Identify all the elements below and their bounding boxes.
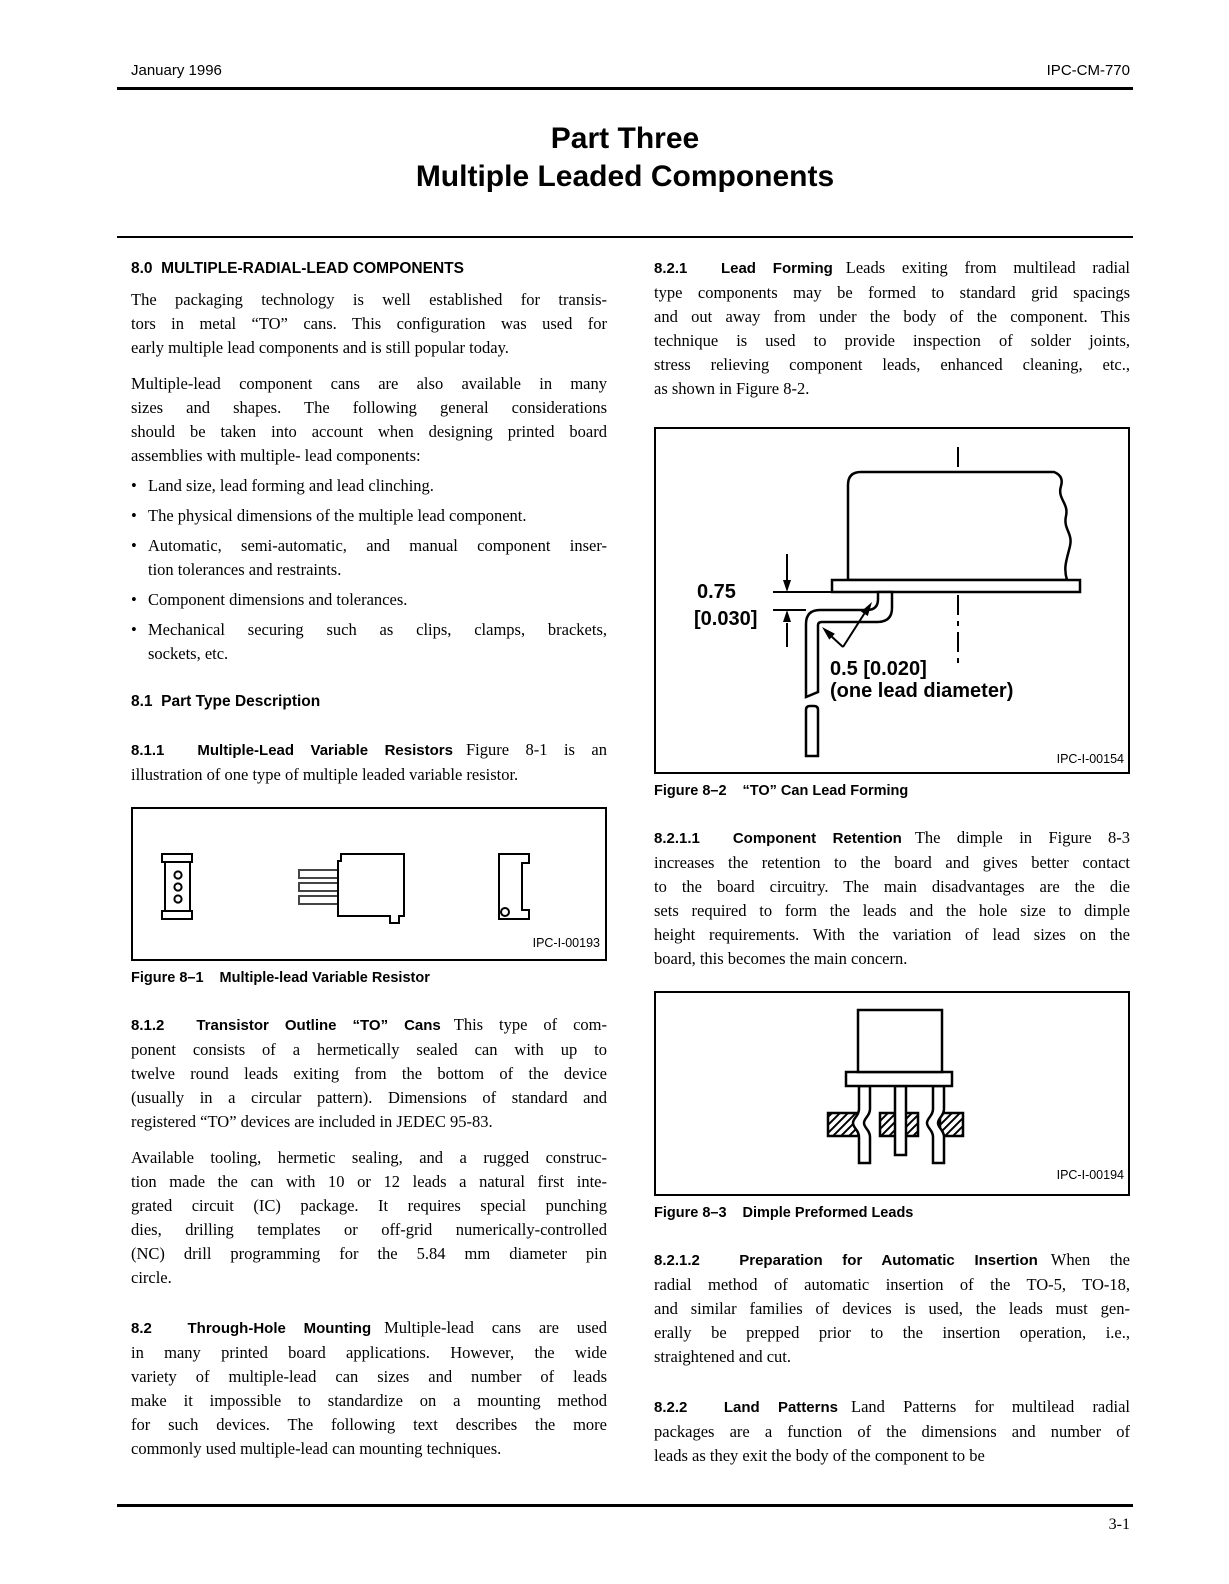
can-flange bbox=[846, 1072, 952, 1086]
title-rule bbox=[117, 236, 1133, 238]
text-line: sets required to form the leads and the hole size to dimple bbox=[654, 901, 1130, 920]
figure-8-1-caption bbox=[131, 969, 607, 987]
bullet-icon: • bbox=[131, 476, 137, 495]
text-line: commonly used multiple-lead can mounting techniques. bbox=[131, 1439, 502, 1458]
inline-section-heading: 8.2.1.1 Component Retention bbox=[654, 830, 902, 847]
text-line: to the board circuitry. The main disadvantages are the die bbox=[654, 877, 1130, 896]
dimension-0030: [0.030] bbox=[694, 608, 758, 630]
center-lead bbox=[895, 1086, 906, 1155]
inline-section-heading: 8.2.2 Land Patterns bbox=[654, 1399, 838, 1416]
text-line: height requirements. With the variation of lead sizes on the bbox=[654, 925, 1130, 944]
lead-lower-segment bbox=[806, 706, 818, 756]
header-rule bbox=[117, 87, 1133, 90]
text-line: tors in metal “TO” cans. This configuration was used for bbox=[131, 314, 607, 333]
text-line: packages are a function of the dimensions and number of bbox=[654, 1422, 1130, 1441]
text-line: and out away from under the body of the component. This bbox=[654, 307, 1130, 326]
figure-8-2-label: IPC-I-00154 bbox=[1056, 752, 1124, 766]
text-line: sockets, etc. bbox=[148, 644, 229, 663]
text-line: Component dimensions and tolerances. bbox=[148, 590, 408, 609]
text-line: make it impossible to standardize on a mounting method bbox=[131, 1391, 607, 1410]
text-line: erally be prepped prior to the insertion operation, i.e., bbox=[654, 1323, 1130, 1342]
figure-8-1-label: IPC-I-00193 bbox=[532, 936, 600, 950]
bullet-item bbox=[131, 618, 607, 666]
header-doc-id: IPC-CM-770 bbox=[1046, 62, 1130, 79]
figure-8-2-drawing bbox=[656, 429, 1128, 768]
text-line: ponent consists of a hermetically sealed can with up to bbox=[131, 1040, 607, 1059]
text-line: 8.2.1.1 Component Retention The dimple in Figure 8-3 bbox=[654, 828, 1131, 847]
figure-8-3-box bbox=[654, 991, 1130, 1196]
text-line: illustration of one type of multiple leaded variable resistor. bbox=[131, 765, 519, 784]
text-line: in many printed board applications. However, the wide bbox=[131, 1343, 607, 1362]
section-8-2-1-paragraph bbox=[654, 256, 1130, 401]
bullet-item bbox=[131, 534, 607, 582]
text-line: sizes and shapes. The following general considerations bbox=[131, 398, 607, 417]
text-line: twelve round leads exiting from the bottom of the device bbox=[131, 1064, 607, 1083]
text-line: type components may be formed to standard grid spacings bbox=[654, 283, 1130, 302]
header-date: January 1996 bbox=[131, 62, 222, 79]
text-line: grated circuit (IC) package. It requires special punching bbox=[131, 1196, 607, 1215]
section-8-2-2-paragraph bbox=[654, 1395, 1130, 1468]
part-title-line2: Multiple Leaded Components bbox=[415, 160, 835, 193]
section-8-2-1-2-paragraph bbox=[654, 1248, 1130, 1369]
right-column bbox=[654, 247, 1130, 1468]
text-line: Automatic, semi-automatic, and manual component inser- bbox=[148, 536, 607, 555]
part-title-line1: Part Three bbox=[550, 122, 700, 155]
text-line: 8.2.2 Land Patterns Land Patterns for multilead radial bbox=[654, 1397, 1131, 1416]
text-line: 8.1.2 Transistor Outline “TO” Cans This type of com- bbox=[131, 1015, 607, 1034]
text-line: leads as they exit the body of the component to be bbox=[654, 1446, 985, 1465]
bullet-icon: • bbox=[131, 536, 137, 555]
bullet-icon: • bbox=[131, 590, 137, 609]
inline-section-heading: 8.1.2 Transistor Outline “TO” Cans bbox=[131, 1017, 441, 1034]
dimension-05-0020: 0.5 [0.020] bbox=[830, 658, 927, 680]
text-line: Land size, lead forming and lead clinching. bbox=[148, 476, 434, 495]
bullet-icon: • bbox=[131, 620, 137, 639]
section-8-1-2-paragraph-1 bbox=[131, 1013, 607, 1134]
text-line: (NC) drill programming for the 5.84 mm diameter pin bbox=[131, 1244, 607, 1263]
text-line: board, this becomes the main concern. bbox=[654, 949, 908, 968]
section-8-2-paragraph bbox=[131, 1316, 607, 1461]
page-number: 3-1 bbox=[1108, 1516, 1130, 1533]
text-line: and similar families of devices is used, the leads must gen- bbox=[654, 1299, 1130, 1318]
figure-8-3-label: IPC-I-00194 bbox=[1056, 1168, 1124, 1182]
resistor-side-view bbox=[299, 854, 404, 923]
section-8-2-1-1-paragraph bbox=[654, 826, 1130, 971]
text-line: 8.2.1.2 Preparation for Automatic Insertion When the bbox=[654, 1250, 1130, 1269]
figure-8-1-caption-number: Figure 8–1 bbox=[131, 970, 204, 986]
section-8-1-2-paragraph-2 bbox=[131, 1146, 607, 1290]
section-8-0-heading: 8.0 MULTIPLE-RADIAL-LEAD COMPONENTS bbox=[131, 260, 464, 277]
bullet-item bbox=[131, 504, 607, 528]
text-line: 8.2 Through-Hole Mounting Multiple-lead cans are used bbox=[131, 1318, 607, 1337]
figure-8-1-box bbox=[131, 807, 607, 961]
can-flange bbox=[832, 580, 1080, 592]
design-considerations-list bbox=[131, 474, 607, 666]
dimension-arrow-down bbox=[783, 580, 791, 592]
text-line: (usually in a circular pattern). Dimensions of standard and bbox=[131, 1088, 607, 1107]
figure-8-2-box bbox=[654, 427, 1130, 774]
text-line: technique is used to provide inspection of solder joints, bbox=[654, 331, 1130, 350]
to-can-body bbox=[848, 472, 1071, 580]
figure-8-3-caption bbox=[654, 1204, 1130, 1222]
section-8-0-paragraph-2 bbox=[131, 372, 607, 468]
text-line: early multiple lead components and is still popular today. bbox=[131, 338, 509, 357]
text-line: radial method of automatic insertion of the TO-5, TO-18, bbox=[654, 1275, 1130, 1294]
section-8-0-paragraph-1 bbox=[131, 288, 607, 360]
figure-8-1-drawing bbox=[133, 809, 605, 955]
part-title bbox=[117, 120, 1133, 196]
text-line: increases the retention to the board and gives better contact bbox=[654, 853, 1130, 872]
text-line: assemblies with multiple- lead components: bbox=[131, 446, 421, 465]
section-8-1-heading: 8.1 Part Type Description bbox=[131, 693, 321, 710]
footer-rule bbox=[117, 1504, 1133, 1507]
text-line: 8.1.1 Multiple-Lead Variable Resistors Figure 8-1 is an bbox=[131, 740, 607, 759]
text-line: 8.2.1 Lead Forming Leads exiting from multilead radial bbox=[654, 258, 1130, 277]
left-dimpled-lead bbox=[853, 1086, 870, 1163]
bullet-icon: • bbox=[131, 506, 137, 525]
inline-section-heading: 8.2 Through-Hole Mounting bbox=[131, 1320, 372, 1337]
text-line: variety of multiple-lead can sizes and number of leads bbox=[131, 1367, 607, 1386]
text-line: should be taken into account when designing printed board bbox=[131, 422, 607, 441]
figure-8-3-caption-number: Figure 8–3 bbox=[654, 1205, 727, 1221]
dimension-arrow-up bbox=[783, 610, 791, 622]
inline-section-heading: 8.2.1.2 Preparation for Automatic Insertion bbox=[654, 1252, 1038, 1269]
figure-8-2-caption bbox=[654, 782, 1130, 800]
text-line: as shown in Figure 8-2. bbox=[654, 379, 810, 398]
section-8-1-1-paragraph bbox=[131, 738, 607, 787]
text-line: The packaging technology is well established for transis- bbox=[131, 290, 607, 309]
inline-section-heading: 8.1.1 Multiple-Lead Variable Resistors bbox=[131, 742, 453, 759]
figure-8-2-caption-number: Figure 8–2 bbox=[654, 783, 727, 799]
dimension-one-lead-diameter: (one lead diameter) bbox=[830, 680, 1014, 702]
bullet-item bbox=[131, 588, 607, 612]
text-line: dies, drilling templates or off-grid numerically-controlled bbox=[131, 1220, 607, 1239]
dimension-lines bbox=[773, 554, 832, 647]
figure-8-2-caption-text: “TO” Can Lead Forming bbox=[742, 783, 909, 799]
text-line: tion tolerances and restraints. bbox=[148, 560, 342, 579]
text-line: tion made the can with 10 or 12 leads a natural first inte- bbox=[131, 1172, 607, 1191]
bullet-item bbox=[131, 474, 607, 498]
text-line: Multiple-lead component cans are also available in many bbox=[131, 374, 607, 393]
text-line: Mechanical securing such as clips, clamps, brackets, bbox=[148, 620, 607, 639]
text-line: stress relieving component leads, enhanced cleaning, etc., bbox=[654, 355, 1130, 374]
figure-8-1-caption-text: Multiple-lead Variable Resistor bbox=[219, 970, 430, 986]
inline-section-heading: 8.2.1 Lead Forming bbox=[654, 260, 833, 277]
figure-8-3-caption-text: Dimple Preformed Leads bbox=[742, 1205, 914, 1221]
to-can-body bbox=[858, 1010, 942, 1072]
text-line: for such devices. The following text describes the more bbox=[131, 1415, 607, 1434]
text-line: The physical dimensions of the multiple lead component. bbox=[148, 506, 527, 525]
figure-8-3-drawing bbox=[656, 993, 1128, 1190]
text-line: Available tooling, hermetic sealing, and a rugged construc- bbox=[131, 1148, 607, 1167]
text-line: circle. bbox=[131, 1268, 172, 1287]
left-column bbox=[131, 247, 607, 1461]
resistor-front-view bbox=[162, 854, 192, 919]
resistor-rear-view bbox=[499, 854, 529, 919]
dimension-075: 0.75 bbox=[697, 581, 736, 603]
text-line: straightened and cut. bbox=[654, 1347, 791, 1366]
text-line: registered “TO” devices are included in JEDEC 95-83. bbox=[131, 1112, 493, 1131]
